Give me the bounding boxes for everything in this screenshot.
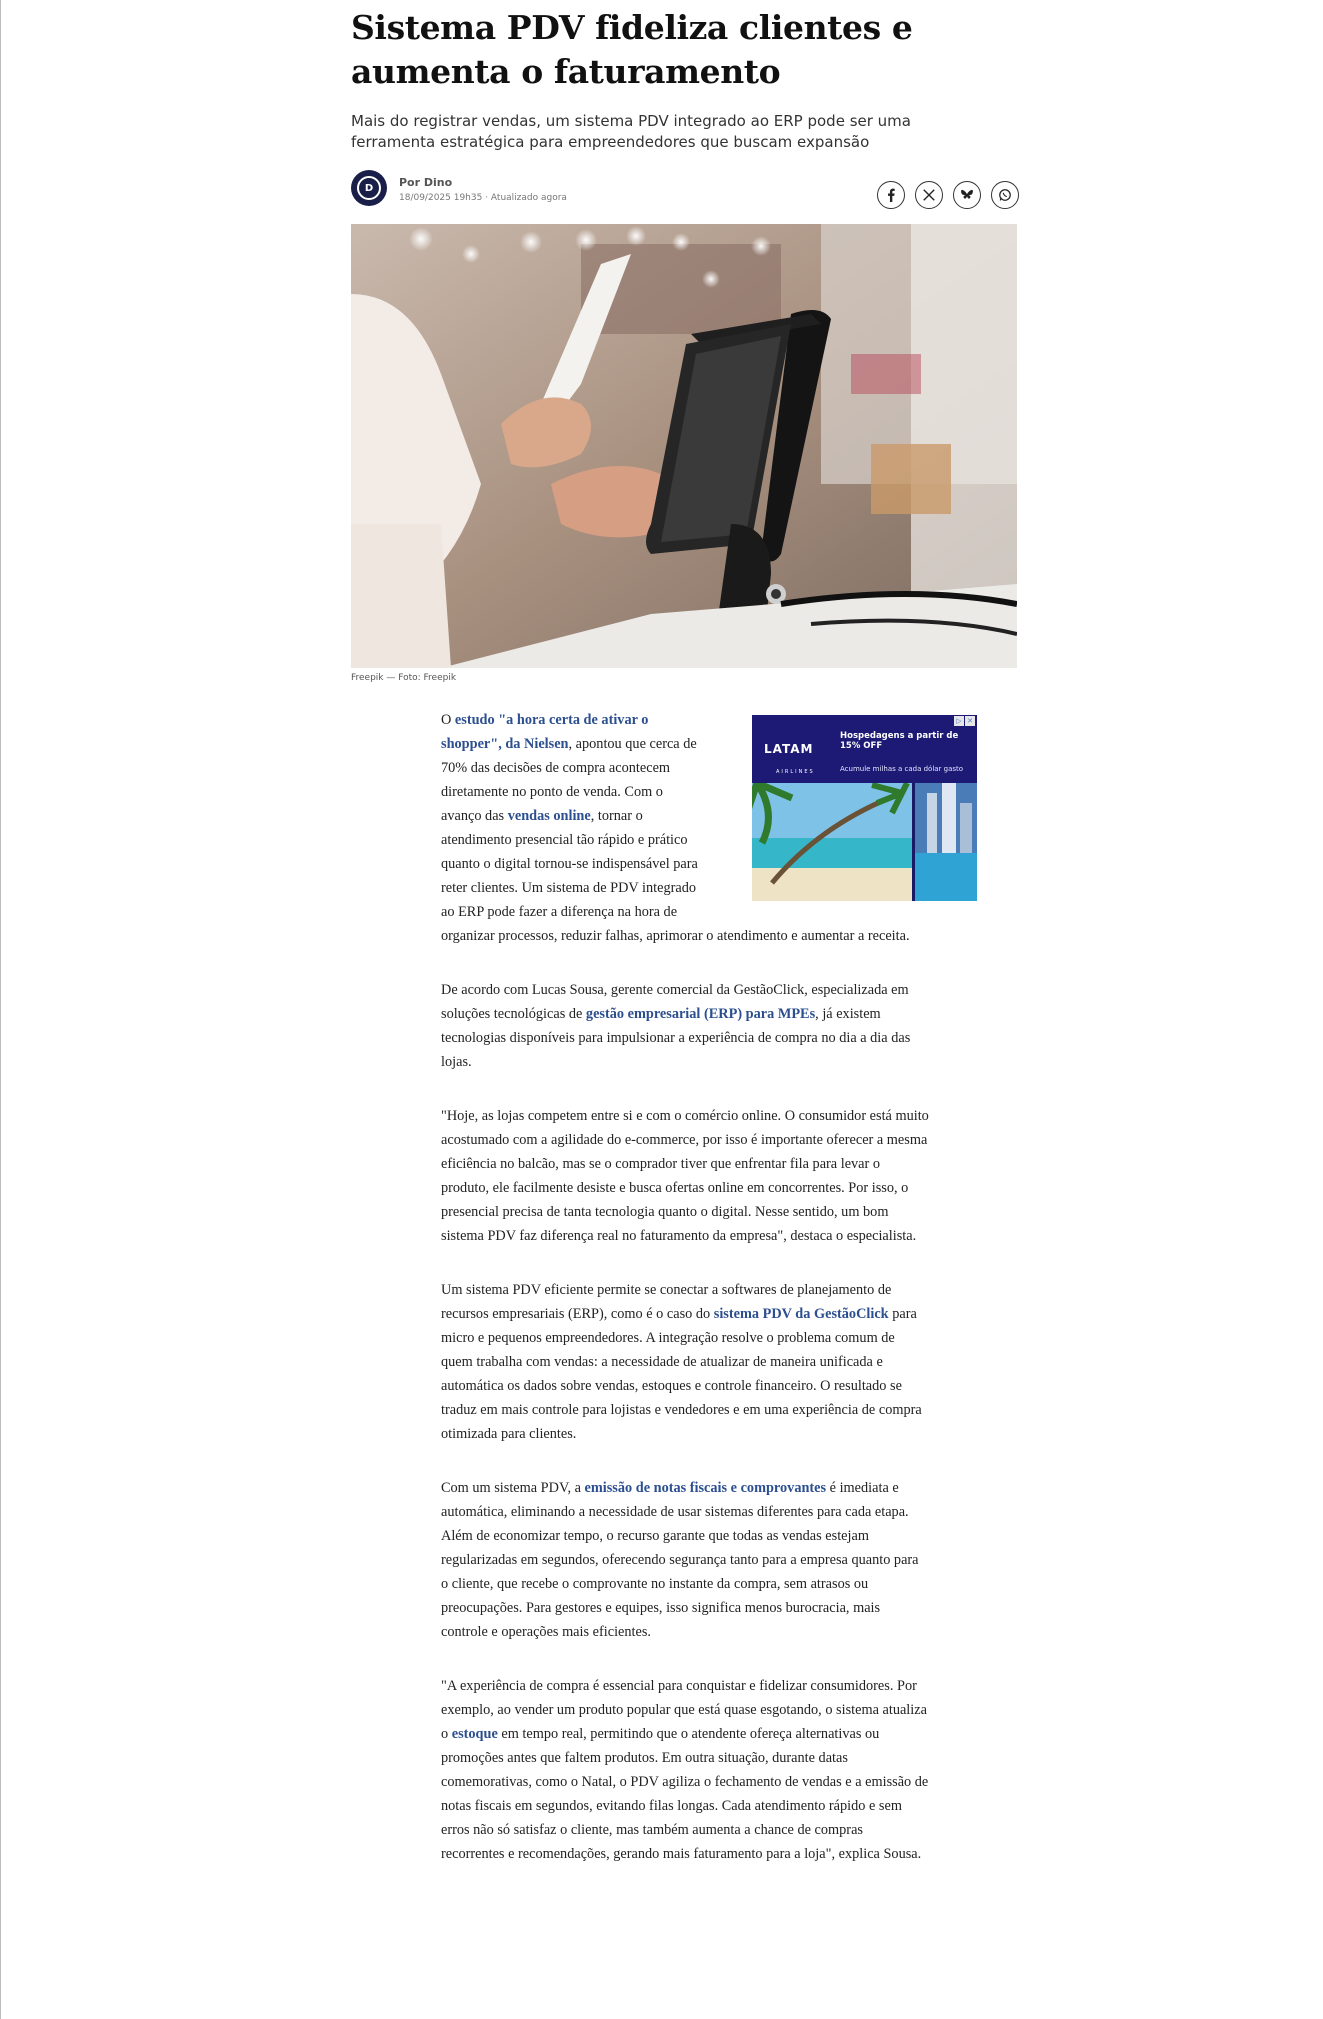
- link-estoque[interactable]: estoque: [451, 1726, 498, 1742]
- ad-header: [752, 715, 977, 783]
- facebook-icon: [884, 188, 898, 202]
- share-whatsapp-button[interactable]: [991, 181, 1019, 209]
- p4-text-2: para micro e pequenos empreendedores. A integração resolve o problema comum de quem trabalha com vendas: a necessidade de atualizar de maneira unificada e automática os dados sobre vendas, estoques e controle financeiro. O resultado se traduz em mais controle para lojistas e vendedores e em uma experiência de compra otimizada para clientes.: [441, 1306, 922, 1442]
- paragraph-5: [441, 1476, 929, 1644]
- author-avatar-mark: D: [357, 176, 381, 200]
- paragraph-6: [441, 1674, 929, 1866]
- ad-headline: Hospedagens a partir de 15% OFF: [840, 731, 959, 751]
- x-icon: [922, 188, 936, 202]
- latam-logo: [764, 737, 815, 784]
- link-nielsen-study[interactable]: estudo "a hora certa de ativar o shopper", da Nielsen: [441, 712, 649, 752]
- article-header: [351, 0, 1019, 153]
- article-hero-image: [351, 224, 1017, 668]
- link-notas-fiscais[interactable]: emissão de notas fiscais e comprovantes: [584, 1480, 827, 1496]
- bluesky-icon: [960, 188, 974, 202]
- image-caption: Freepik — Foto: Freepik: [351, 673, 457, 683]
- publish-date: 18/09/2025 19h35 · Atualizado agora: [399, 193, 567, 203]
- p1-text-3: , tornar o atendimento presencial tão rápido e prático quanto o digital tornou-se indispensável para reter clientes. Um sistema de PDV integrado ao ERP pode fazer a diferença na hora de organizar processos, reduzir falhas, aprimorar o atendimento e aumentar a receita.: [441, 808, 910, 944]
- p6-text-2: em tempo real, permitindo que o atendente ofereça alternativas ou promoções antes que faltem produtos. Em outra situação, durante datas comemorativas, como o Natal, o PDV agiliza o fechamento de vendas e a emissão de notas fiscais em segundos, evitando filas longas. Cada atendimento rápido e sem erros não só satisfaz o cliente, mas também aumenta a chance de compras recorrentes e recomendações, gerando mais faturamento para a loja", explica Sousa.: [441, 1726, 929, 1862]
- paragraph-3: "Hoje, as lojas competem entre si e com o comércio online. O consumidor está muito acostumado com a agilidade do e-commerce, por isso é importante oferecer a mesma eficiência no balcão, mas se o comprador tiver que enfrentar fila para levar o produto, ele facilmente desiste e busca ofertas online em concorrentes. Por isso, o presencial precisa de tanta tecnologia quanto o digital. Nesse sentido, um bom sistema PDV faz diferença real no faturamento da empresa", destaca o especialista.: [441, 1108, 929, 1244]
- author-name[interactable]: Por Dino: [399, 176, 453, 189]
- ad-subline: Acumule milhas a cada dólar gasto: [840, 765, 964, 773]
- cashier-touchscreen-photo: [351, 224, 1017, 668]
- whatsapp-icon: [998, 188, 1012, 202]
- p2-text-1: De acordo com Lucas Sousa, gerente comercial da GestãoClick, especializada em soluções tecnológicas de: [441, 982, 909, 1022]
- article-headline: Sistema PDV fideliza clientes e aumenta o faturamento: [351, 8, 913, 91]
- p2-text-2: , já existem tecnologias disponíveis para impulsionar a experiência de compra no dia a dia das lojas.: [441, 1006, 911, 1070]
- p1-text-2: , apontou que cerca de 70% das decisões de compra acontecem diretamente no ponto de venda. Com o avanço das: [441, 736, 697, 824]
- link-vendas-online[interactable]: vendas online: [507, 808, 591, 824]
- p6-text-1: "A experiência de compra é essencial para conquistar e fidelizar consumidores. Por exemplo, ao vender um produto popular que está quase esgotando, o sistema atualiza o: [441, 1678, 927, 1742]
- share-bar: [877, 181, 1019, 209]
- share-x-button[interactable]: [915, 181, 943, 209]
- link-sistema-pdv[interactable]: sistema PDV da GestãoClick: [713, 1306, 889, 1322]
- ad-info-icon[interactable]: ▷: [954, 716, 964, 726]
- article-subhead: Mais do registrar vendas, um sistema PDV integrado ao ERP pode ser uma ferramenta estratégica para empreendedores que buscam expansão: [351, 112, 911, 151]
- ad-close-icon[interactable]: ✕: [965, 716, 975, 726]
- article-body: [441, 708, 973, 1896]
- byline: [351, 169, 1019, 209]
- ad-banner[interactable]: [752, 715, 977, 901]
- share-facebook-button[interactable]: [877, 181, 905, 209]
- paragraph-2: [441, 978, 929, 1074]
- p5-text-1: Com um sistema PDV, a: [441, 1480, 585, 1496]
- p1-text-1: O: [441, 712, 455, 728]
- ad-beach-photo: [752, 783, 977, 901]
- ad-brand: LATAM: [764, 742, 814, 756]
- author-avatar[interactable]: [351, 170, 387, 206]
- p4-text-1: Um sistema PDV eficiente permite se conectar a softwares de planejamento de recursos empresariais (ERP), como é o caso do: [441, 1282, 892, 1322]
- ad-brand-sub: AIRLINES: [776, 769, 815, 775]
- page-left-border: [0, 0, 1, 2019]
- ad-controls: [954, 716, 975, 726]
- p5-text-2: é imediata e automática, eliminando a necessidade de usar sistemas diferentes para cada etapa. Além de economizar tempo, o recurso garante que todas as vendas estejam regularizadas em segundos, oferecendo segurança tanto para a empresa quanto para o cliente, que recebe o comprovante no instante da compra, sem atrasos ou preocupações. Para gestores e equipes, isso significa menos burocracia, mais controle e operações mais eficientes.: [441, 1480, 919, 1640]
- link-gestao-empresarial[interactable]: gestão empresarial (ERP) para MPEs: [585, 1006, 816, 1022]
- share-bluesky-button[interactable]: [953, 181, 981, 209]
- paragraph-4: [441, 1278, 929, 1446]
